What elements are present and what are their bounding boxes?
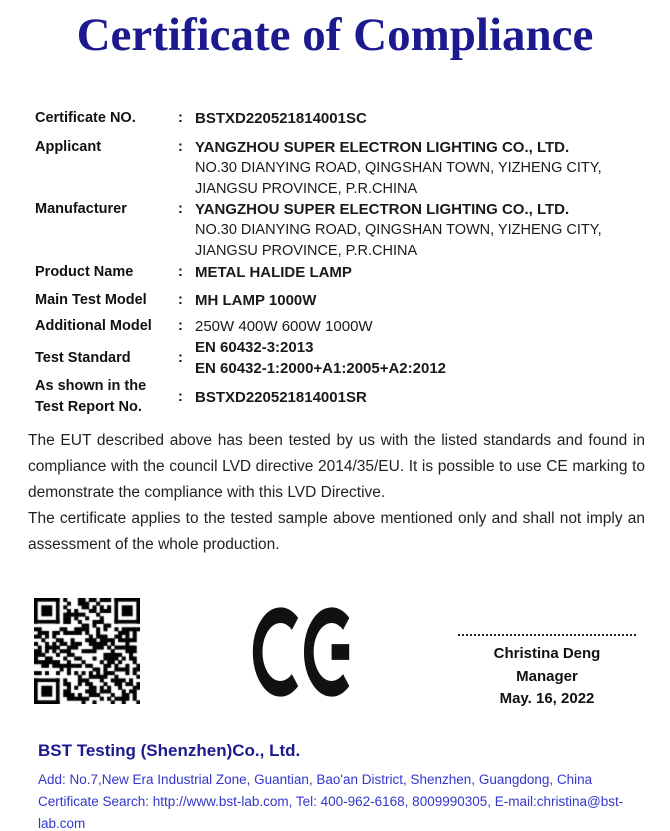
- field-colon: :: [178, 388, 183, 405]
- test-standard-line2: EN 60432-1:2000+A1:2005+A2:2012: [195, 360, 447, 377]
- field-row-product-name: [35, 262, 647, 283]
- field-value-additional-model: 250W 400W 600W 1000W: [195, 318, 373, 335]
- field-colon: :: [178, 292, 183, 308]
- field-label-certificate-no: Certificate NO.: [35, 110, 136, 126]
- field-label-product-name: Product Name: [35, 264, 134, 280]
- field-row-main-test-model: [35, 290, 647, 311]
- field-value-main-test-model: MH LAMP 1000W: [195, 292, 317, 309]
- manufacturer-address-line1: NO.30 DIANYING ROAD, QINGSHAN TOWN, YIZHENG CITY,: [195, 222, 602, 238]
- statement-paragraph-1: The EUT described above has been tested by us with the listed standards and found in compliance with the council LVD directive 2014/35/EU. It is possible to use CE marking to demonstrate the compliance with this LVD Directive.: [28, 432, 645, 501]
- field-value-certificate-no: BSTXD220521814001SC: [195, 110, 367, 127]
- field-row-certificate-no: [35, 108, 647, 129]
- field-row-applicant: [35, 137, 647, 200]
- field-label-test-standard: Test Standard: [35, 349, 131, 366]
- field-value-test-report: BSTXD220521814001SR: [195, 388, 367, 406]
- test-standard-line1: EN 60432-3:2013: [195, 339, 314, 356]
- footer: [38, 740, 653, 831]
- field-label-test-report: [35, 376, 178, 418]
- field-label-additional-model: Additional Model: [35, 318, 152, 334]
- field-value-test-standard: [195, 337, 647, 379]
- signature-date: May. 16, 2022: [499, 690, 595, 707]
- field-colon: :: [178, 349, 183, 366]
- qr-code-icon: [34, 598, 140, 704]
- field-row-additional-model: [35, 316, 647, 337]
- manufacturer-company: YANGZHOU SUPER ELECTRON LIGHTING CO., LTD.: [195, 201, 570, 218]
- test-report-label-line2: Test Report No.: [35, 399, 142, 415]
- statement-paragraph-2: The certificate applies to the tested sample above mentioned only and shall not imply an assessment of the whole production.: [28, 510, 645, 553]
- ce-mark-icon: [252, 606, 360, 698]
- footer-address: Add: No.7,New Era Industrial Zone, Guantian, Bao'an District, Shenzhen, Guangdong, China: [38, 772, 593, 787]
- field-colon: :: [178, 318, 183, 334]
- footer-company-name: BST Testing (Shenzhen)Co., Ltd.: [38, 741, 301, 760]
- footer-contact: Certificate Search: http://www.bst-lab.com, Tel: 400-962-6168, 8009990305, E-mail:christina@bst-lab.com: [38, 794, 624, 831]
- compliance-statement: [28, 428, 645, 558]
- test-report-label-line1: As shown in the: [35, 378, 147, 394]
- field-row-manufacturer: [35, 199, 647, 262]
- field-value-manufacturer: [195, 199, 647, 262]
- field-colon: :: [178, 201, 183, 217]
- field-label-applicant: Applicant: [35, 139, 102, 155]
- applicant-address-line1: NO.30 DIANYING ROAD, QINGSHAN TOWN, YIZHENG CITY,: [195, 160, 602, 176]
- signatory-role: Manager: [516, 667, 578, 685]
- field-colon: :: [178, 110, 183, 126]
- applicant-address-line2: JIANGSU PROVINCE, P.R.CHINA: [195, 181, 418, 197]
- field-colon: :: [178, 264, 183, 280]
- signature-block: [458, 634, 636, 711]
- field-row-test-report: [35, 376, 647, 418]
- field-value-product-name: METAL HALIDE LAMP: [195, 264, 352, 281]
- field-value-applicant: [195, 137, 647, 200]
- field-row-test-standard: [35, 337, 647, 379]
- applicant-company: YANGZHOU SUPER ELECTRON LIGHTING CO., LTD.: [195, 139, 570, 156]
- field-label-manufacturer: Manufacturer: [35, 201, 127, 217]
- field-colon: :: [178, 139, 183, 155]
- signature-dotted-line: [458, 634, 636, 636]
- certificate-title: Certificate of Compliance: [76, 9, 594, 61]
- signatory-name: Christina Deng: [493, 645, 601, 662]
- manufacturer-address-line2: JIANGSU PROVINCE, P.R.CHINA: [195, 243, 418, 259]
- field-label-main-test-model: Main Test Model: [35, 292, 147, 308]
